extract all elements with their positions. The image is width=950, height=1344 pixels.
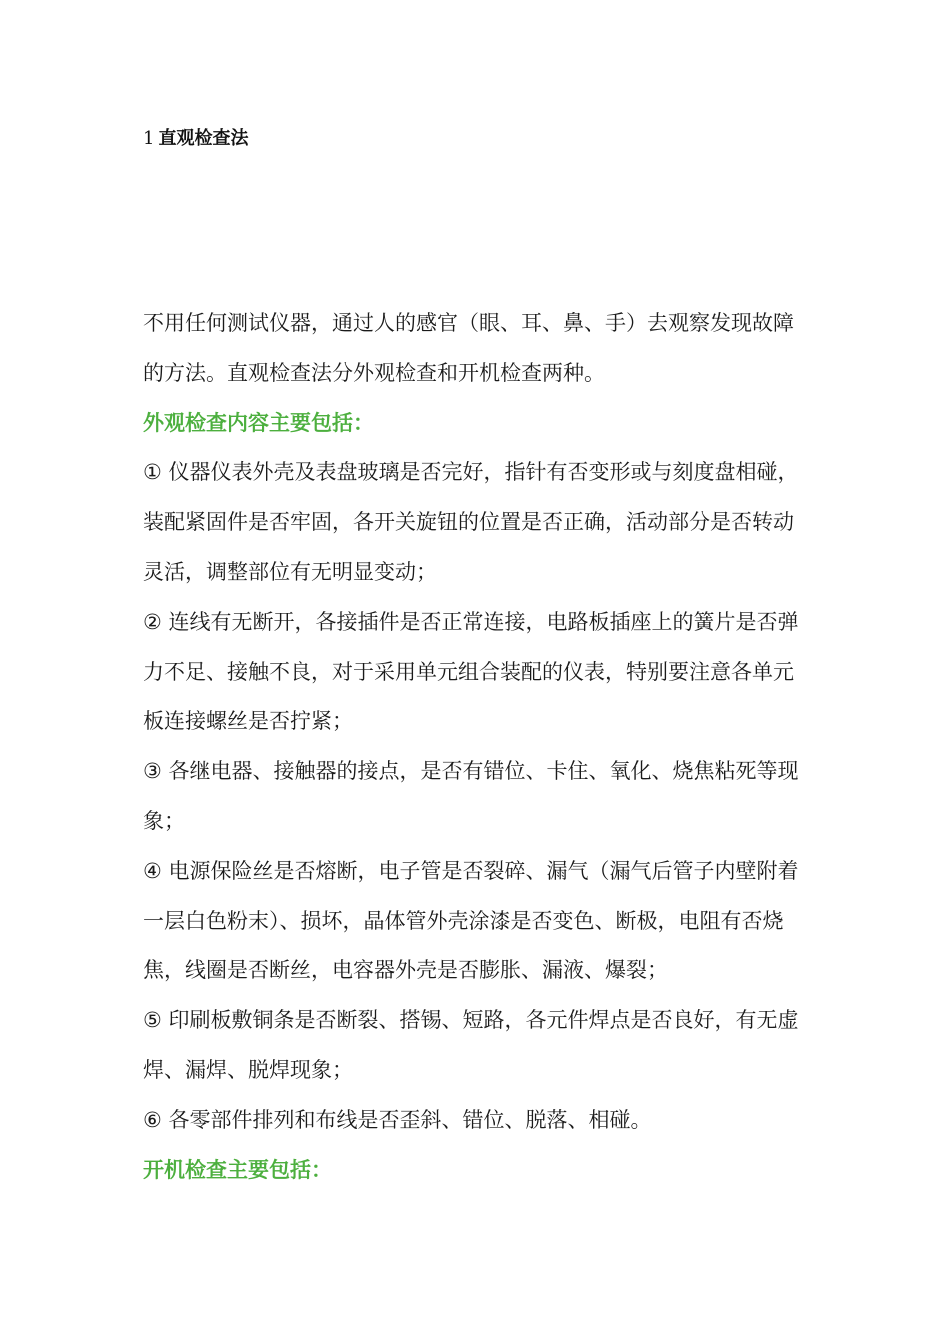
section-number: 1 <box>143 128 155 149</box>
startup-check-heading: 开机检查主要包括： <box>143 1157 332 1182</box>
appearance-check-heading: 外观检查内容主要包括： <box>143 410 374 435</box>
section-heading <box>143 126 248 152</box>
intro-paragraph: 不用任何测试仪器，通过人的感官（眼、耳、鼻、手）去观察发现故障的方法。直观检查法分外观检查和开机检查两种。 <box>143 311 794 385</box>
list-item: ⑥ 各零部件排列和布线是否歪斜、错位、脱落、相碰。 <box>143 1107 652 1132</box>
list-item: ④ 电源保险丝是否熔断，电子管是否裂碎、漏气（漏气后管子内壁附着一层白色粉末）、损坏，晶体管外壳涂漆是否变色、断极，电阻有否烧焦，线圈是否断丝，电容器外壳是否膨胀、漏液、爆裂； <box>143 858 799 983</box>
list-item: ⑤ 印刷板敷铜条是否断裂、搭锡、短路，各元件焊点是否良好，有无虚焊、漏焊、脱焊现象； <box>143 1008 799 1082</box>
list-item: ① 仪器仪表外壳及表盘玻璃是否完好，指针有否变形或与刻度盘相碰，装配紧固件是否牢固，各开关旋钮的位置是否正确，活动部分是否转动灵活，调整部位有无明显变动； <box>143 460 799 584</box>
section-title: 直观检查法 <box>158 128 249 149</box>
document-body <box>143 299 811 1195</box>
list-item: ③ 各继电器、接触器的接点，是否有错位、卡住、氧化、烧焦粘死等现象； <box>143 759 799 833</box>
list-item: ② 连线有无断开，各接插件是否正常连接，电路板插座上的簧片是否弹力不足、接触不良，对于采用单元组合装配的仪表，特别要注意各单元板连接螺丝是否拧紧； <box>143 609 799 734</box>
